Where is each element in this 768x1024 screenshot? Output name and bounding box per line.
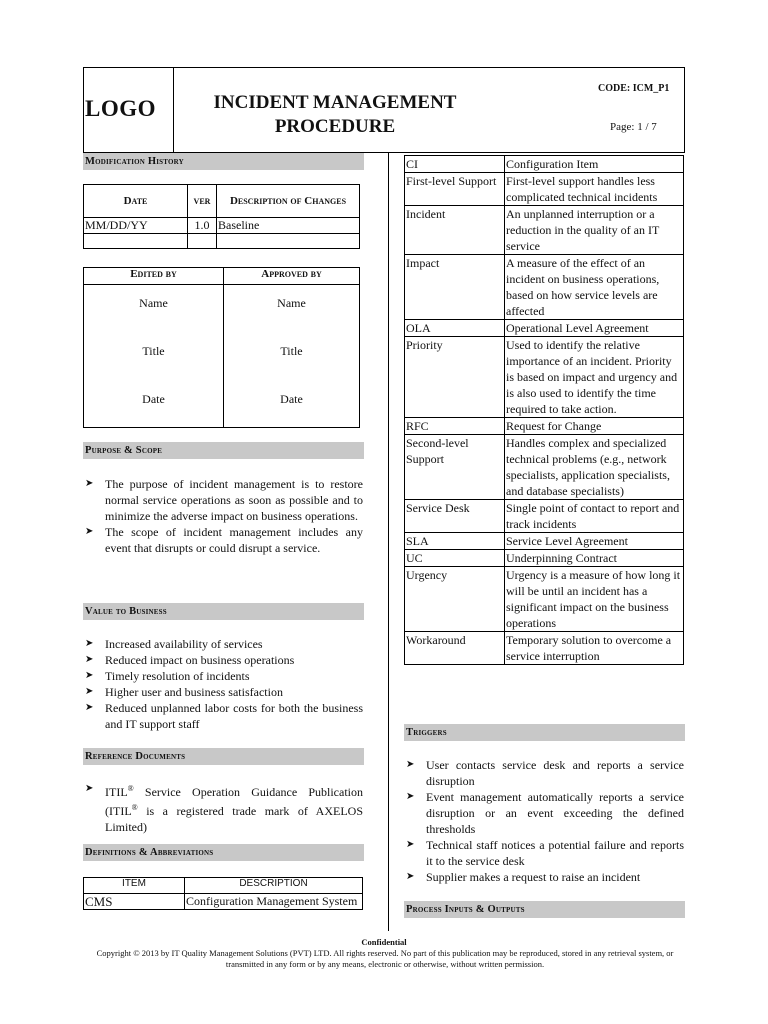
table-row <box>84 234 360 249</box>
edited-by-header: Edited by <box>84 268 224 285</box>
approved-title: Title <box>280 344 303 358</box>
table-row <box>405 156 684 173</box>
value-list <box>83 636 363 732</box>
reference-documents-heading: Reference Documents <box>83 748 364 765</box>
logo-cell <box>84 68 174 152</box>
edited-name: Name <box>139 296 168 310</box>
signoff-table <box>83 267 360 428</box>
column-divider <box>388 153 389 931</box>
table-row <box>405 533 684 550</box>
definition-description: Underpinning Contract <box>505 550 684 567</box>
definition-term: Workaround <box>405 632 505 665</box>
page-number: Page: 1 / 7 <box>610 121 657 133</box>
list-item: ➤ Event management automatically reports a service disruption or an event exceeding the defined thresholds <box>404 789 684 837</box>
history-description: Baseline <box>217 218 360 234</box>
definition-term: CI <box>405 156 505 173</box>
definition-description: Request for Change <box>505 418 684 435</box>
definition-term: OLA <box>405 320 505 337</box>
definition-description: Single point of contact to report and track incidents <box>505 500 684 533</box>
list-item: ➤ Supplier makes a request to raise an incident <box>404 869 684 885</box>
definition-description: Service Level Agreement <box>505 533 684 550</box>
table-row <box>405 206 684 255</box>
edited-by-cell <box>84 285 224 428</box>
col-ver-header: ver <box>188 185 217 218</box>
table-row <box>405 418 684 435</box>
triggers-heading: Triggers <box>404 724 685 741</box>
table-row <box>405 567 684 632</box>
ref-text-3: is a registered trade mark of AXELOS Limited) <box>105 804 363 834</box>
registered-mark: ® <box>131 803 138 812</box>
list-item: ➤ The scope of incident management includes any event that disrupts or could disrupt a service. <box>83 524 363 556</box>
approved-date: Date <box>280 392 303 406</box>
edited-title: Title <box>142 344 165 358</box>
col-date-header: Date <box>84 185 188 218</box>
list-item: ➤ Reduced impact on business operations <box>83 652 363 668</box>
definition-term: CMS <box>84 894 185 910</box>
table-row <box>405 320 684 337</box>
definition-description: Configuration Management System <box>185 894 363 910</box>
registered-mark: ® <box>127 784 134 793</box>
purpose-list <box>83 476 363 556</box>
definition-description: An unplanned interruption or a reduction in the quality of an IT service <box>505 206 684 255</box>
definition-term: Urgency <box>405 567 505 632</box>
definitions-heading: Definitions & Abbreviations <box>83 844 364 861</box>
definition-description: First-level support handles less complicated technical incidents <box>505 173 684 206</box>
edited-date: Date <box>142 392 165 406</box>
definition-term: UC <box>405 550 505 567</box>
table-row <box>405 337 684 418</box>
definition-description: Temporary solution to overcome a service interruption <box>505 632 684 665</box>
list-item: ➤ Technical staff notices a potential failure and reports it to the service desk <box>404 837 684 869</box>
list-item: ➤ Higher user and business satisfaction <box>83 684 363 700</box>
table-row <box>84 218 360 234</box>
list-item <box>83 781 363 835</box>
definition-term: RFC <box>405 418 505 435</box>
definition-description: Operational Level Agreement <box>505 320 684 337</box>
list-item: ➤ Timely resolution of incidents <box>83 668 363 684</box>
definition-description: Used to identify the relative importance of an incident. Priority is based on impact and urgency and is also used to identify the time required to take action. <box>505 337 684 418</box>
modification-history-heading: Modification History <box>83 153 364 170</box>
document-title-line2: PROCEDURE <box>274 116 396 137</box>
purpose-scope-heading: Purpose & Scope <box>83 442 364 459</box>
definition-term: Second-level Support <box>405 435 505 500</box>
modification-history-table <box>83 184 360 249</box>
history-date: MM/DD/YY <box>84 218 188 234</box>
process-inputs-outputs-heading: Process Inputs & Outputs <box>404 901 685 918</box>
list-item: ➤ Increased availability of services <box>83 636 363 652</box>
confidential-label: Confidential <box>361 937 407 947</box>
definition-term: Service Desk <box>405 500 505 533</box>
document-title-line1: INCIDENT MANAGEMENT <box>213 92 457 113</box>
triggers-list <box>404 757 684 885</box>
history-version: 1.0 <box>188 218 217 234</box>
table-row <box>405 550 684 567</box>
title-cell <box>174 68 496 152</box>
list-item: ➤ Reduced unplanned labor costs for both the business and IT support staff <box>83 700 363 732</box>
definition-term: SLA <box>405 533 505 550</box>
table-row <box>405 632 684 665</box>
definitions-left-table <box>83 877 363 910</box>
references-list <box>83 781 363 835</box>
definition-description: Urgency is a measure of how long it will be until an incident has a significant impact on the business operations <box>505 567 684 632</box>
logo: LOGO <box>85 96 157 121</box>
ref-text-2: Service Operation Guidance Publication (ITIL <box>105 785 363 818</box>
history-version <box>188 234 217 249</box>
definition-term: Incident <box>405 206 505 255</box>
value-to-business-heading: Value to Business <box>83 603 364 620</box>
table-row <box>84 894 363 910</box>
approved-by-cell <box>224 285 360 428</box>
history-description <box>217 234 360 249</box>
definition-description: A measure of the effect of an incident on business operations, based on how service levels are affected <box>505 255 684 320</box>
table-row <box>405 173 684 206</box>
definition-term: First-level Support <box>405 173 505 206</box>
ref-text-1: ITIL <box>105 785 128 799</box>
definition-term: Priority <box>405 337 505 418</box>
table-row <box>405 500 684 533</box>
table-row <box>405 435 684 500</box>
list-item: ➤ User contacts service desk and reports a service disruption <box>404 757 684 789</box>
copyright-notice: Copyright © 2013 by IT Quality Management Solutions (PVT) LTD. All rights reserved. No part of this publication may be reproduced, stored in any retrieval system, or transmitted in any form or by any means, electronic or otherwise, without written permission. <box>96 948 674 969</box>
description-column-header: DESCRIPTION <box>185 878 363 894</box>
table-row <box>405 255 684 320</box>
definition-description: Configuration Item <box>505 156 684 173</box>
col-description-header: Description of Changes <box>217 185 360 218</box>
history-date <box>84 234 188 249</box>
definition-description: Handles complex and specialized technical problems (e.g., network specialists, application specialists, and database specialists) <box>505 435 684 500</box>
approved-name: Name <box>277 296 306 310</box>
list-item: ➤ The purpose of incident management is to restore normal service operations as soon as possible and to minimize the adverse impact on business operations. <box>83 476 363 524</box>
document-code: CODE: ICM_P1 <box>598 83 670 94</box>
approved-by-header: Approved by <box>224 268 360 285</box>
item-column-header: ITEM <box>84 878 185 894</box>
document-header <box>83 67 685 153</box>
definition-term: Impact <box>405 255 505 320</box>
definitions-right-table <box>404 155 684 665</box>
